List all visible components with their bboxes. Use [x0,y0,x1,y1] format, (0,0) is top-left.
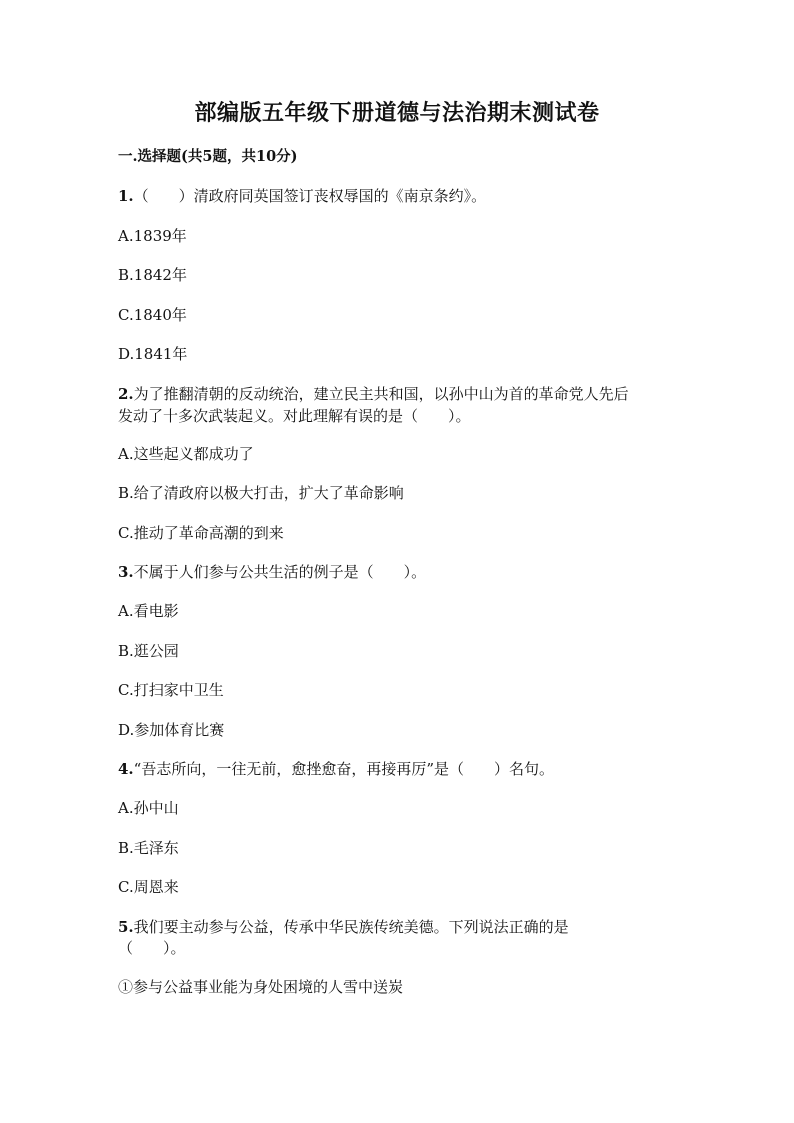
question-5-line2: （ ）。 [118,939,186,957]
question-number: 1. [118,187,134,205]
option-1a: A.1839年 [118,227,187,245]
option-4b: B.毛泽东 [118,839,179,857]
option-2c: C.推动了革命高潮的到来 [118,524,284,542]
question-text: 我们要主动参与公益，传承中华民族传统美德。下列说法正确的是 [133,918,569,936]
statement-5-1: ①参与公益事业能为身处困境的人雪中送炭 [118,978,404,996]
option-3b: B.逛公园 [118,642,179,660]
option-2b: B.给了清政府以极大打击，扩大了革命影响 [118,484,404,502]
question-1 [118,185,486,207]
question-4 [118,758,554,780]
question-number: 5. [118,918,134,936]
option-1d: D.1841年 [118,345,188,363]
option-3d: D.参加体育比赛 [118,721,225,739]
question-2-line2: 发动了十多次武装起义。对此理解有误的是（ ）。 [118,407,471,425]
option-4a: A.孙中山 [118,799,179,817]
question-5-line1 [118,916,569,938]
page-title: 部编版五年级下册道德与法治期末测试卷 [194,100,600,126]
option-2a: A.这些起义都成功了 [118,445,254,463]
question-number: 3. [118,563,134,581]
question-text: 为了推翻清朝的反动统治，建立民主共和国，以孙中山为首的革命党人先后 [133,385,629,403]
option-3a: A.看电影 [118,602,179,620]
option-1c: C.1840年 [118,306,187,324]
option-3c: C.打扫家中卫生 [118,681,224,699]
question-2-line1 [118,383,629,405]
question-number: 4. [118,760,134,778]
question-text: “吾志所向，一往无前，愈挫愈奋，再接再厉”是（ ）名句。 [133,760,555,778]
question-3 [118,561,426,583]
option-1b: B.1842年 [118,266,187,284]
option-4c: C.周恩来 [118,878,179,896]
question-number: 2. [118,385,134,403]
question-text: （ ）清政府同英国签订丧权辱国的《南京条约》。 [133,187,487,205]
section-heading: 一.选择题(共5题，共10分) [118,148,298,165]
question-text: 不属于人们参与公共生活的例子是（ ）。 [133,563,427,581]
